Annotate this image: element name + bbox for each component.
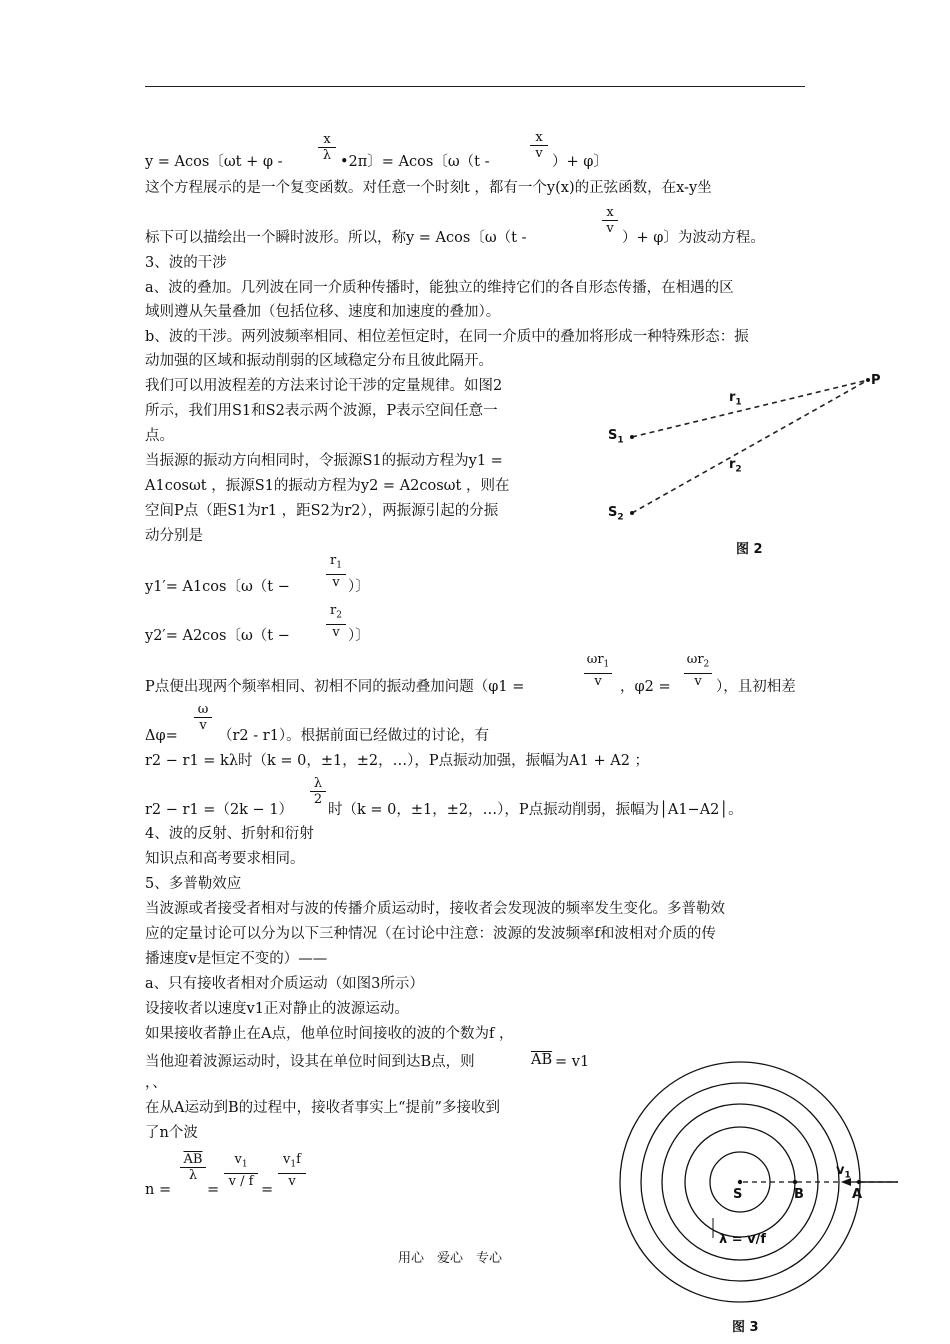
eq1-frac2 (530, 130, 548, 161)
y2-num: r (330, 603, 337, 618)
paragraph-line: ）+ φ〕为波动方程。 (622, 230, 765, 246)
paragraph-line: a、只有接收者相对介质运动（如图3所示） (145, 976, 424, 992)
r2-dashed-line (632, 380, 868, 513)
dphi-line-a: Δφ= (145, 728, 178, 744)
n-eq-lhs: n = (145, 1182, 172, 1198)
dphi-line-b: （r2 - r1）。根据前面已经做过的讨论，有 (218, 728, 490, 744)
eq1-frac1-den: λ (318, 147, 336, 163)
paragraph-line: 当振源的振动方向相同时，令振源S1的振动方程为y1 = (145, 453, 503, 469)
paragraph-line: 标下可以描绘出一个瞬时波形。所以，称y = Acos〔ω（t - (145, 230, 527, 246)
n-eq-sign1: = (207, 1182, 220, 1198)
dphi-num: ω (197, 702, 209, 717)
point-a (857, 1180, 861, 1184)
phi-line-a: P点便出现两个频率相同、初相不同的振动叠加问题（φ1 = (145, 679, 525, 695)
paragraph-line: 应的定量讨论可以分为以下三种情况（在讨论中注意：波源的发波频率f和波相对介质的传 (145, 926, 716, 942)
fig2-r1-text: r (729, 390, 736, 405)
phi-line-b: ，φ2 = (620, 679, 671, 695)
y1-frac-num (326, 553, 346, 574)
y2-equation: y2′= A2cos〔ω（t − (145, 628, 290, 644)
fig2-label-s1 (608, 428, 624, 446)
fig3-caption: 图 3 (732, 1320, 759, 1335)
n-frac3-num-text: v (283, 1152, 291, 1167)
paragraph-line: 知识点和高考要求相同。 (145, 851, 305, 867)
fig2-label-r2 (729, 457, 742, 475)
condition-destructive-a: r2 − r1 =（2k − 1） (145, 802, 294, 818)
n-frac3-den: v (278, 1173, 306, 1189)
phi1-num-sub: 1 (603, 659, 610, 670)
eq1-frac2-num: x (535, 130, 543, 145)
eq1-frac2-den: v (530, 145, 548, 161)
y1-num: r (330, 553, 337, 568)
fig2-r1-sub: 1 (735, 397, 742, 408)
n-eq-sign2: = (261, 1182, 274, 1198)
phi2-frac (684, 652, 712, 689)
condition-constructive: r2 − r1 = kλ时（k = 0，±1，±2，…），P点振动加强，振幅为A1 + A2 ； (145, 753, 650, 769)
figure-2-diagram (600, 370, 890, 550)
fig2-caption: 图 2 (736, 542, 763, 557)
phi2-num-text: ωr (686, 652, 704, 667)
phi1-num (584, 652, 612, 673)
paragraph-line: A1cosωt ，振源S1的振动方程为y2 = A2cosωt ，则在 (145, 478, 510, 494)
cond2-num: λ (313, 776, 323, 791)
y2-frac-num (326, 603, 346, 624)
fig3-label-s: S (733, 1187, 743, 1202)
header-rule (145, 86, 805, 87)
condition-destructive-b: 时（k = 0，±1，±2，…），P点振动削弱，振幅为│A1−A2│。 (328, 802, 743, 818)
n-frac3-num-tail: f (296, 1152, 301, 1167)
wave-equation-mid: •2π〕= Acos〔ω（t - (340, 154, 490, 170)
phi2-num-sub: 2 (703, 659, 710, 670)
fig3-label-lambda: λ = v/f (719, 1232, 767, 1247)
s1-point (630, 435, 634, 439)
phi-line-c: ），且初相差 (716, 679, 796, 695)
wave-equation-lhs: y = Acos〔ωt + φ - (145, 154, 283, 170)
y2-tail: ）〕 (348, 628, 370, 644)
fig2-s1-sub: 1 (617, 435, 624, 446)
section-heading-4: 4、波的反射、折射和衍射 (145, 826, 314, 842)
paragraph-line: 如果接收者静止在A点，他单位时间接收的波的个数为f ， (145, 1026, 514, 1042)
y1-equation: y1′= A1cos〔ω（t − (145, 579, 290, 595)
paragraph-line: 动加强的区域和振动削弱的区域稳定分布且彼此隔开。 (145, 353, 493, 369)
y1-tail: ）〕 (348, 579, 370, 595)
paragraph-line: b、波的干涉。两列波频率相同、相位差恒定时，在同一介质中的叠加将形成一种特殊形态：振 (145, 329, 749, 345)
n-frac1-num: $\overline{AB}$ (183, 1152, 203, 1167)
fig2-label-p: P (871, 373, 881, 388)
figure-3-diagram (608, 1040, 908, 1340)
cond2-frac (310, 776, 326, 807)
y2-frac (326, 603, 346, 640)
y1-frac (326, 553, 346, 590)
source-point (738, 1180, 742, 1184)
n-frac3 (278, 1152, 306, 1189)
phi1-den: v (584, 673, 612, 689)
fig2-r2-text: r (729, 457, 736, 472)
dphi-den: v (194, 717, 212, 733)
paragraph-line: 设接收者以速度v1正对静止的波源运动。 (145, 1001, 409, 1017)
cond2-den: 2 (310, 791, 326, 807)
phi1-num-text: ωr (586, 652, 604, 667)
n-frac3-num-sub: 1 (290, 1159, 297, 1170)
fig3-label-a: A (852, 1187, 863, 1202)
paragraph-line: 所示，我们用S1和S2表示两个波源，P表示空间任意一 (145, 403, 498, 419)
n-frac1-den: λ (180, 1167, 206, 1183)
phi2-den: v (684, 673, 712, 689)
page-footer: 用心 爱心 专心 (398, 1251, 503, 1266)
y1-frac-den: v (326, 574, 346, 590)
paragraph-line: 播速度v是恒定不变的）—— (145, 951, 328, 967)
paragraph-line: 在从A运动到B的过程中，接收者事实上“提前”多接收到 (145, 1100, 500, 1116)
fig2-label-s2 (608, 505, 624, 523)
stray-punctuation: ，、 (145, 1075, 167, 1091)
n-frac2-den: v / f (224, 1173, 258, 1189)
eq1-frac1 (318, 132, 336, 163)
paragraph-line: 这个方程展示的是一个复变函数。对任意一个时刻t ，都有一个y(x)的正弦函数，在x-y坐 (145, 180, 712, 196)
fig2-r2-sub: 2 (735, 464, 742, 475)
ab-line-b: = v1 (555, 1054, 590, 1070)
phi2-num (684, 652, 712, 673)
fig2-label-r1 (729, 390, 742, 408)
p1-frac-num: x (606, 205, 614, 220)
p-point (866, 378, 870, 382)
paragraph-line: 点。 (145, 428, 174, 444)
p1-frac-den: v (602, 220, 618, 236)
ab-line-a: 当他迎着波源运动时，设其在单位时间到达B点，则 (145, 1054, 475, 1070)
section-heading-5: 5、多普勒效应 (145, 876, 242, 892)
y2-frac-den: v (326, 624, 346, 640)
n-frac2-num-sub: 1 (241, 1159, 248, 1170)
ab-overline: $\overline{AB}$ (531, 1052, 553, 1068)
s2-point (630, 511, 634, 515)
paragraph-line: 空间P点（距S1为r1 ，距S2为r2），两振源引起的分振 (145, 503, 499, 519)
n-frac3-num (278, 1152, 306, 1173)
fig3-v1-sub: 1 (844, 1170, 851, 1181)
fig3-v1-text: v (836, 1163, 845, 1178)
paragraph-line: a、波的叠加。几列波在同一介质种传播时，能独立的维持它们的各自形态传播，在相遇的区 (145, 280, 734, 296)
dphi-frac (194, 702, 212, 733)
wave-equation-tail: ）+ φ〕 (552, 154, 608, 170)
fig3-label-v1 (836, 1163, 851, 1181)
phi1-frac (584, 652, 612, 689)
paragraph-line: 了n个波 (145, 1125, 198, 1141)
fig2-s2-sub: 2 (617, 512, 624, 523)
eq1-frac1-num: x (323, 132, 331, 147)
paragraph-line: 动分别是 (145, 528, 203, 544)
fig3-label-b: B (794, 1187, 804, 1202)
fig2-s2-text: S (608, 505, 618, 520)
p1-frac (602, 205, 618, 236)
n-frac2 (224, 1152, 258, 1189)
r1-dashed-line (632, 380, 868, 437)
y2-num-sub: 2 (336, 610, 342, 621)
section-heading-3: 3、波的干涉 (145, 255, 227, 271)
n-frac2-num-text: v (234, 1152, 242, 1167)
y1-num-sub: 1 (336, 560, 342, 571)
paragraph-line: 我们可以用波程差的方法来讨论干涉的定量规律。如图2 (145, 378, 503, 394)
n-frac1 (180, 1152, 206, 1183)
fig2-s1-text: S (608, 428, 618, 443)
point-b (793, 1180, 797, 1184)
paragraph-line: 域则遵从矢量叠加（包括位移、速度和加速度的叠加）。 (145, 304, 501, 320)
n-frac2-num (224, 1152, 258, 1173)
paragraph-line: 当波源或者接受者相对与波的传播介质运动时，接收者会发现波的频率发生变化。多普勒效 (145, 901, 725, 917)
